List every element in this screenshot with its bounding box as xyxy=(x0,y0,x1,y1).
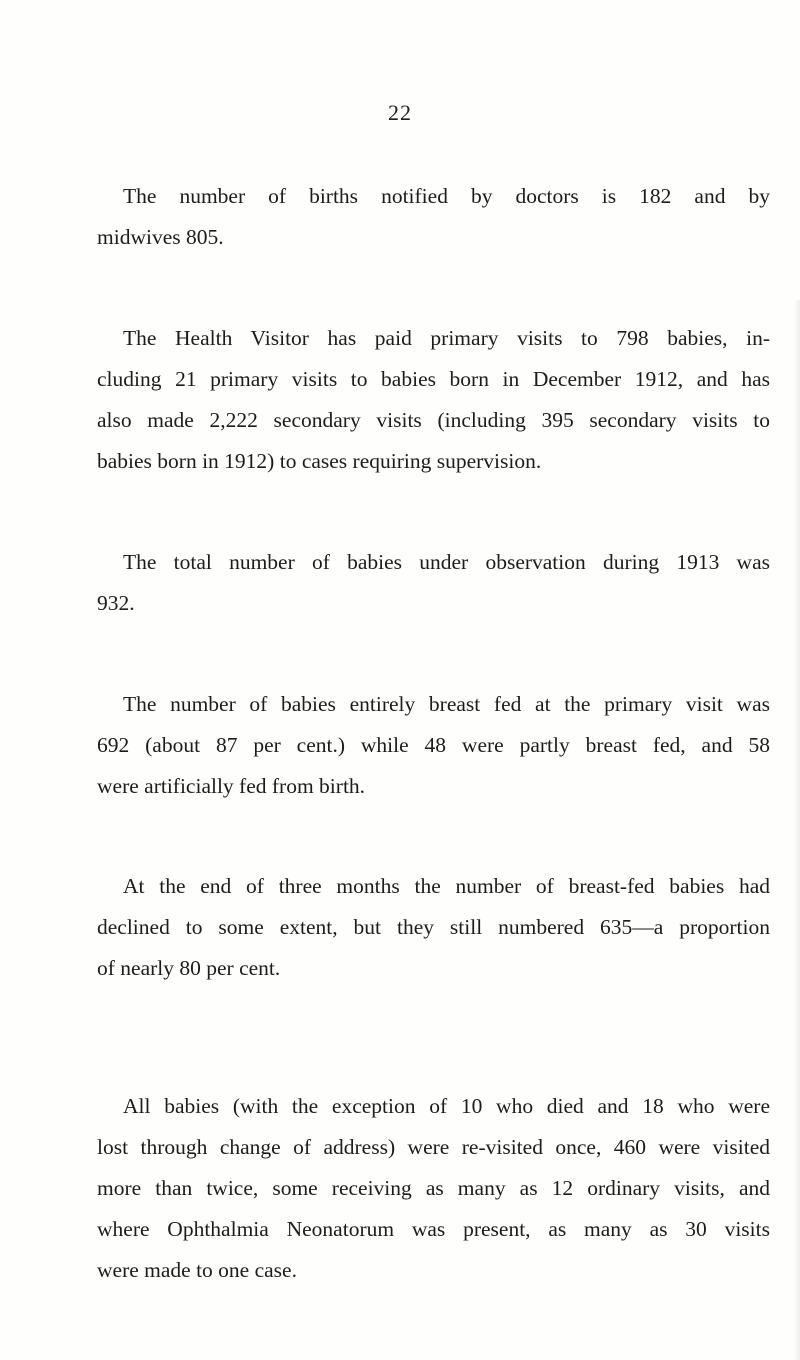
paragraph-line: where Ophthalmia Neonatorum was present, as many as 30 visits xyxy=(97,1217,770,1241)
paragraph-births-notified xyxy=(97,176,770,258)
paragraph-line: midwives 805. xyxy=(97,225,224,249)
paragraph-line: babies born in 1912) to cases requiring supervision. xyxy=(97,449,542,473)
paragraph-line: At the end of three months the number of breast-fed babies had xyxy=(123,874,770,898)
paragraph-line: 932. xyxy=(97,591,135,615)
paragraph-line: of nearly 80 per cent. xyxy=(97,956,281,980)
paragraph-health-visitor xyxy=(97,318,770,482)
paragraph-line: also made 2,222 secondary visits (including 395 secondary visits to xyxy=(97,408,770,432)
paragraph-line: The number of births notified by doctors is 182 and by xyxy=(123,184,770,208)
paragraph-revisits xyxy=(97,1086,770,1291)
paragraph-line: All babies (with the exception of 10 who died and 18 who were xyxy=(123,1094,770,1118)
paragraph-line: cluding 21 primary visits to babies born in December 1912, and has xyxy=(97,367,770,391)
paragraph-line: were made to one case. xyxy=(97,1258,297,1282)
page-number: 22 xyxy=(388,100,412,125)
paragraph-three-months xyxy=(97,866,770,989)
paragraph-line: The Health Visitor has paid primary visits to 798 babies, in- xyxy=(123,326,770,350)
paragraph-line: declined to some extent, but they still numbered 635—a proportion xyxy=(97,915,770,939)
paragraph-line: more than twice, some receiving as many as 12 ordinary visits, and xyxy=(97,1176,770,1200)
paragraph-line: 692 (about 87 per cent.) while 48 were partly breast fed, and 58 xyxy=(97,733,770,757)
paragraph-line: The total number of babies under observation during 1913 was xyxy=(123,550,770,574)
paragraph-line: The number of babies entirely breast fed at the primary visit was xyxy=(123,692,770,716)
paragraph-breast-fed xyxy=(97,684,770,807)
page-edge-shadow xyxy=(794,300,800,1360)
paragraph-total-babies xyxy=(97,542,770,624)
paragraph-line: lost through change of address) were re-visited once, 460 were visited xyxy=(97,1135,770,1159)
paragraph-line: were artificially fed from birth. xyxy=(97,774,366,798)
